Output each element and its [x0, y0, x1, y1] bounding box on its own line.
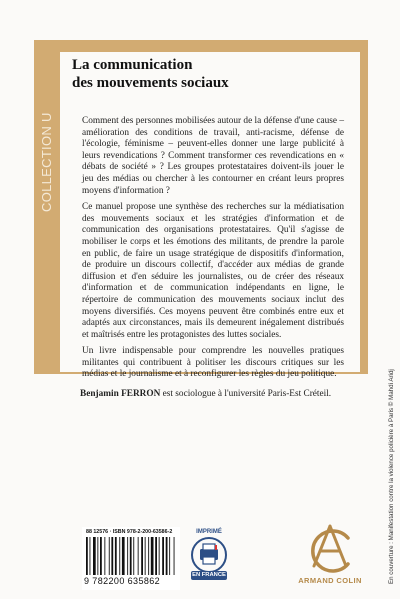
imprime-bottom-label: EN FRANCE — [192, 572, 226, 578]
book-title — [72, 56, 242, 92]
blurb-paragraph-3: Un livre indispensable pour comprendre les nouvelles pratiques militantes qui contribuent à politiser les discours critiques sur les médias et le journalisme et à reconfigurer les règles du jeu politique. — [82, 346, 344, 380]
armand-colin-logo-icon — [290, 520, 370, 576]
author-line — [80, 389, 370, 399]
barcode — [82, 527, 180, 590]
content-panel — [60, 52, 360, 380]
barcode-bars-icon — [86, 537, 176, 575]
blurb-paragraph-2: Ce manuel propose une synthèse des recherches sur la médiatisation des mouvements sociaux et les stratégies d'information et de communication des organisations protestataires. Qu'il s'agisse de mobiliser le corps et les émotions des militants, de prendre la parole en public, de faire un usage stratégique de dispositifs d'information, de produire un discours collectif, d'accéder aux médias de grande diffusion et d'en séduire les journalistes, ou de créer des réseaux d'information et de communication indépendants en ligne, le répertoire de communication des mouvements sociaux inclut des moyens diversifiés. Ces moyens peuvent être combinés entre eux et adaptés aux circonstances, mais ils demeurent inégalement distribués et maîtrisés entre les protagonistes des luttes sociales. — [82, 202, 344, 340]
imprime-top-label: IMPRIMÉ — [196, 529, 222, 535]
photo-credit: En couverture : Manifestation contre la violence policière à Paris © Mahdi Aridj — [388, 369, 395, 584]
title-line-2: des mouvements sociaux — [72, 75, 229, 91]
author-name: Benjamin FERRON — [80, 389, 161, 399]
author-bio: est sociologue à l'université Paris-Est Créteil. — [160, 389, 332, 399]
isbn-code-line: 88 12576 · ISBN 978-2-200-63586-2 — [86, 529, 173, 535]
publisher-logo — [290, 520, 370, 590]
imprime-en-france-badge — [185, 527, 233, 587]
title-line-1: La communication — [72, 57, 193, 73]
blurb — [82, 116, 344, 386]
barcode-digits: 9 782200 635862 — [84, 576, 161, 586]
series-label — [40, 198, 54, 212]
blurb-paragraph-1: Comment des personnes mobilisées autour de la défense d'une cause – amélioration des conditions de travail, anti-racisme, défense de l'écologie, féminisme – peuvent-elles donner une large publicité à leurs revendications ? Comment transformer ces revendications en « débats de société » ? Les groupes protestataires doivent-ils jouer le jeu des médias ou chercher à les contourner en créant leurs propres moyens d'information ? — [82, 116, 344, 196]
publisher-name: ARMAND COLIN — [298, 576, 362, 585]
